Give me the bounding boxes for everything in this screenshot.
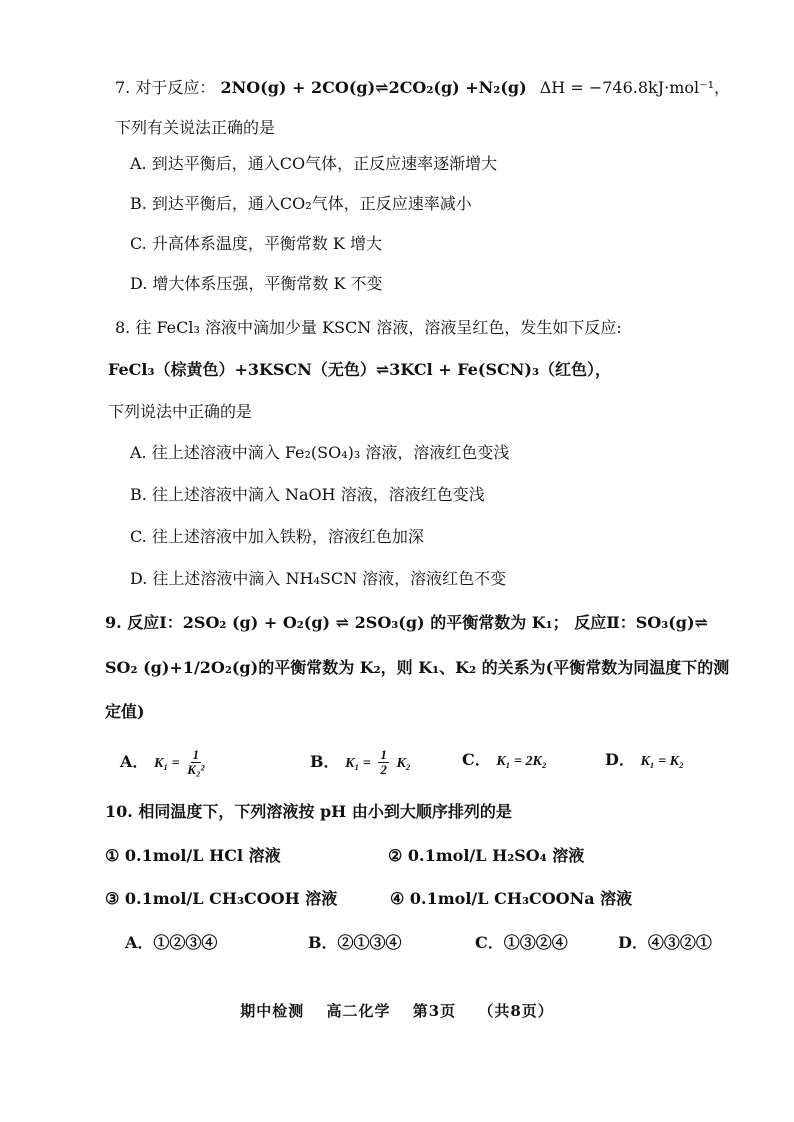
- q10-item-1: ① 0.1mol/L HCl 溶液: [105, 846, 281, 865]
- q9-option-c: [462, 748, 547, 774]
- q9-line3: 定值): [105, 702, 145, 721]
- q7-stem: [115, 76, 730, 100]
- q9-option-b-denominator: 2: [380, 762, 387, 777]
- q9-option-b-numerator: 1: [380, 747, 387, 762]
- q7-delta-h: ΔH = −746.8kJ·mol⁻¹，: [539, 78, 731, 97]
- q10-option-c: C．①③②④: [475, 933, 568, 952]
- footer-page: 第3页: [412, 1002, 457, 1020]
- q9-option-a: [120, 748, 206, 777]
- footer-total: （共8页）: [478, 1002, 554, 1020]
- q9-option-a-denominator: K₂²: [187, 762, 205, 777]
- q9-option-c-label: C．: [462, 750, 491, 769]
- q9-option-b-fraction: [378, 748, 389, 777]
- q10-item-3: ③ 0.1mol/L CH₃COOH 溶液: [105, 889, 338, 908]
- q9-line2: SO₂ (g)+1/2O₂(g)的平衡常数为 K₂，则 K₁、K₂ 的关系为(平衡常数为同温度下的测: [105, 658, 730, 677]
- q8-option-a: A. 往上述溶液中滴入 Fe₂(SO₄)₃ 溶液，溶液红色变浅: [130, 443, 510, 462]
- q8-option-b: B. 往上述溶液中滴入 NaOH 溶液，溶液红色变浅: [130, 485, 485, 504]
- q9-option-d: [605, 748, 684, 774]
- q8-question: 下列说法中正确的是: [108, 402, 253, 421]
- q7-option-d: D. 增大体系压强，平衡常数 K 不变: [130, 274, 383, 293]
- q10-stem: 10. 相同温度下，下列溶液按 pH 由小到大顺序排列的是: [105, 802, 512, 821]
- q9-option-b-lhs: K₁ =: [345, 756, 371, 771]
- q7-reaction: 2NO(g) + 2CO(g)⇌2CO₂(g) +N₂(g): [220, 78, 527, 97]
- page-footer: [0, 1000, 794, 1021]
- q10-item-2: ② 0.1mol/L H₂SO₄ 溶液: [388, 846, 585, 865]
- q9-option-a-numerator: 1: [192, 747, 200, 762]
- q8-reaction: FeCl₃（棕黄色）+3KSCN（无色）⇌3KCl + Fe(SCN)₃（红色），: [108, 360, 611, 379]
- q9-option-a-label: A．: [120, 752, 149, 771]
- q9-option-d-label: D．: [605, 750, 635, 769]
- q9-option-b-rhs: K₂: [396, 756, 411, 771]
- q7-option-b: B. 到达平衡后，通入CO₂气体，正反应速率减小: [130, 194, 472, 213]
- q8-option-d: D. 往上述溶液中滴入 NH₄SCN 溶液，溶液红色不变: [130, 569, 507, 588]
- q10-option-b: B．②①③④: [308, 933, 402, 952]
- q7-question: 下列有关说法正确的是: [115, 118, 276, 137]
- q9-option-a-lhs: K₁ =: [154, 756, 180, 771]
- q8-option-c: C. 往上述溶液中加入铁粉，溶液红色加深: [130, 527, 424, 546]
- q7-prefix: 7. 对于反应：: [115, 78, 216, 97]
- q10-item-4: ④ 0.1mol/L CH₃COONa 溶液: [390, 889, 633, 908]
- q7-option-c: C. 升高体系温度，平衡常数 K 增大: [130, 234, 382, 253]
- q9-line1: 9. 反应Ⅰ：2SO₂ (g) + O₂(g) ⇌ 2SO₃(g) 的平衡常数为 K₁； 反应Ⅱ：SO₃(g)⇌: [105, 613, 708, 632]
- q9-option-d-expr: K₁ = K₂: [640, 754, 684, 769]
- q9-option-c-expr: K₁ = 2K₂: [496, 754, 547, 769]
- footer-subject: 高二化学: [326, 1002, 391, 1020]
- q8-stem: 8. 往 FeCl₃ 溶液中滴加少量 KSCN 溶液，溶液呈红色，发生如下反应:: [115, 318, 622, 337]
- q9-option-a-fraction: [187, 748, 204, 777]
- q9-option-b-label: B．: [310, 752, 340, 771]
- q10-option-d: D．④③②①: [618, 933, 712, 952]
- q10-option-a: A．①②③④: [125, 933, 218, 952]
- footer-exam: 期中检测: [240, 1002, 305, 1020]
- q7-option-a: A. 到达平衡后，通入CO气体，正反应速率逐渐增大: [130, 154, 498, 173]
- q9-option-b: [310, 748, 411, 777]
